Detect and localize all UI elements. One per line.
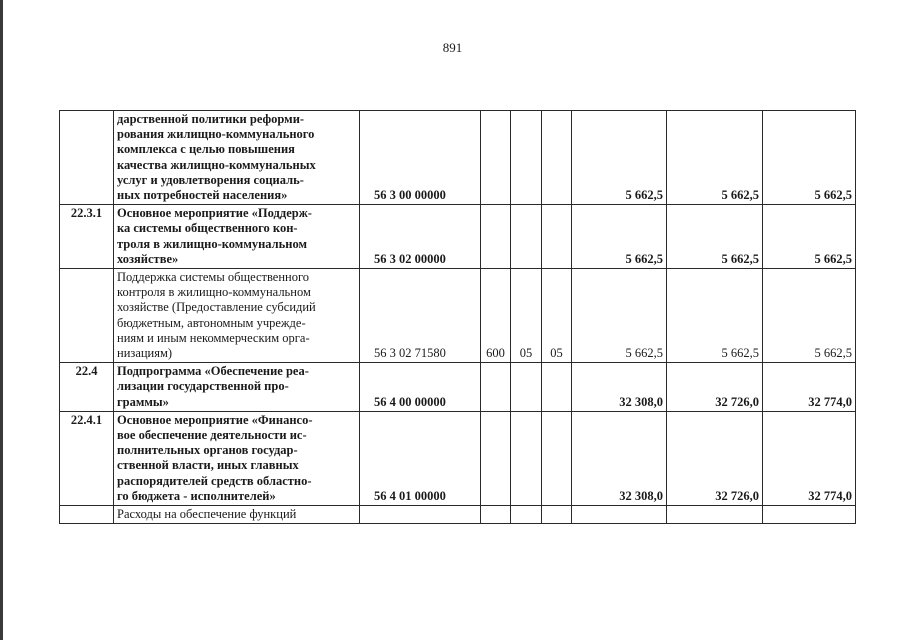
section-code: [511, 411, 542, 505]
subsection-code: 05: [542, 269, 572, 363]
table-row: [60, 205, 856, 269]
table-row: [60, 363, 856, 412]
subsection-code: [542, 363, 572, 412]
amount-year-1: [572, 506, 667, 524]
subsection-code: [542, 411, 572, 505]
amount-year-3: 5 662,5: [763, 205, 856, 269]
scan-edge: [0, 0, 3, 640]
target-article-code: 56 3 02 00000: [360, 205, 481, 269]
expense-type-code: 600: [481, 269, 511, 363]
amount-year-3: 32 774,0: [763, 411, 856, 505]
expense-type-code: [481, 111, 511, 205]
amount-year-3: [763, 506, 856, 524]
row-description: Основное мероприятие «Финансо- вое обеспечение деятельности ис- полнительных органов государ- ственной власти, иных главных распорядителей средств областно- го бюджета - исполнителей»: [114, 411, 360, 505]
row-number: 22.4.1: [60, 411, 114, 505]
row-description: Поддержка системы общественного контроля в жилищно-коммунальном хозяйстве (Предоставление субсидий бюджетным, автономным учрежде- ниям и иным некоммерческим орга- низациям): [114, 269, 360, 363]
amount-year-2: [667, 506, 763, 524]
amount-year-2: 5 662,5: [667, 111, 763, 205]
section-code: [511, 506, 542, 524]
expense-type-code: [481, 205, 511, 269]
row-description: дарственной политики реформи- рования жилищно-коммунального комплекса с целью повышения качества жилищно-коммунальных услуг и удовлетворения социаль- ных потребностей населения»: [114, 111, 360, 205]
target-article-code: 56 3 02 71580: [360, 269, 481, 363]
row-number: 22.3.1: [60, 205, 114, 269]
expense-type-code: [481, 411, 511, 505]
amount-year-1: 5 662,5: [572, 269, 667, 363]
page-number: 891: [442, 40, 463, 55]
amount-year-1: 5 662,5: [572, 205, 667, 269]
section-code: [511, 205, 542, 269]
row-description: Основное мероприятие «Поддерж- ка системы общественного кон- троля в жилищно-коммунальном хозяйстве»: [114, 205, 360, 269]
row-description: Расходы на обеспечение функций: [114, 506, 360, 524]
table-body: [60, 111, 856, 524]
budget-table: [59, 110, 856, 524]
section-code: [511, 111, 542, 205]
expense-type-code: [481, 363, 511, 412]
expense-type-code: [481, 506, 511, 524]
table-row: [60, 506, 856, 524]
target-article-code: [360, 506, 481, 524]
section-code: 05: [511, 269, 542, 363]
table-row: [60, 269, 856, 363]
amount-year-1: 5 662,5: [572, 111, 667, 205]
table-row: [60, 411, 856, 505]
target-article-code: 56 3 00 00000: [360, 111, 481, 205]
row-number: [60, 269, 114, 363]
row-description: Подпрограмма «Обеспечение реа- лизации государственной про- граммы»: [114, 363, 360, 412]
subsection-code: [542, 506, 572, 524]
amount-year-2: 5 662,5: [667, 269, 763, 363]
amount-year-2: 32 726,0: [667, 411, 763, 505]
amount-year-3: 5 662,5: [763, 111, 856, 205]
amount-year-3: 32 774,0: [763, 363, 856, 412]
table-row: [60, 111, 856, 205]
row-number: 22.4: [60, 363, 114, 412]
amount-year-2: 32 726,0: [667, 363, 763, 412]
amount-year-2: 5 662,5: [667, 205, 763, 269]
target-article-code: 56 4 00 00000: [360, 363, 481, 412]
target-article-code: 56 4 01 00000: [360, 411, 481, 505]
amount-year-1: 32 308,0: [572, 411, 667, 505]
section-code: [511, 363, 542, 412]
subsection-code: [542, 111, 572, 205]
subsection-code: [542, 205, 572, 269]
amount-year-3: 5 662,5: [763, 269, 856, 363]
row-number: [60, 111, 114, 205]
row-number: [60, 506, 114, 524]
amount-year-1: 32 308,0: [572, 363, 667, 412]
